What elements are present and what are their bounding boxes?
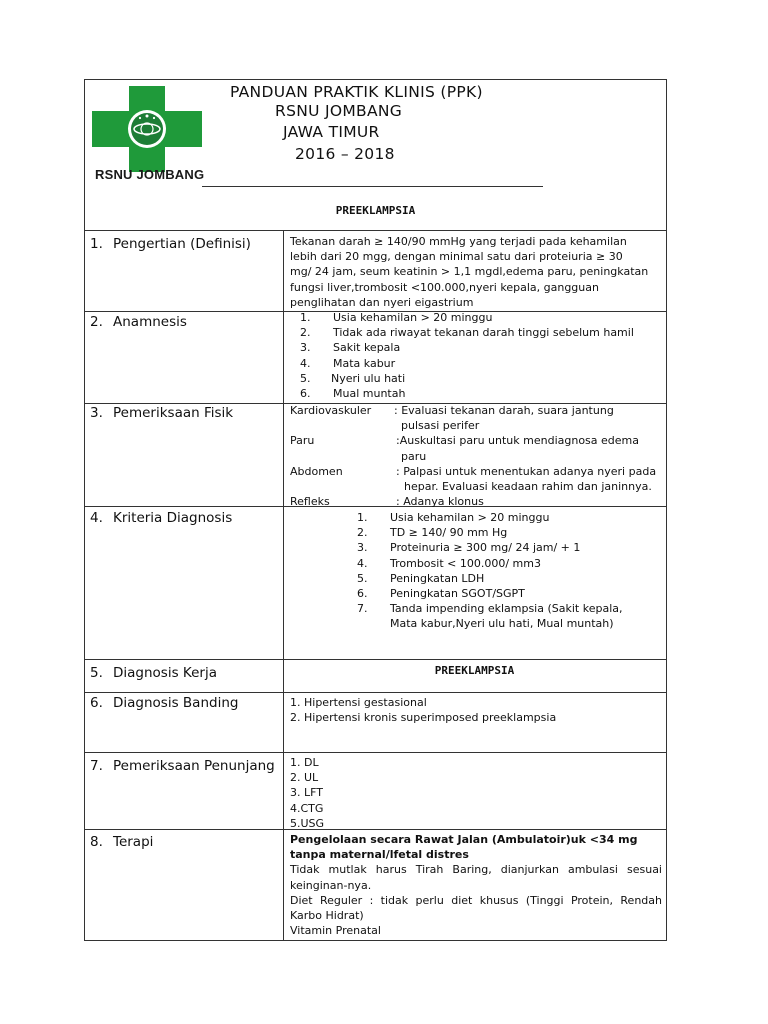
divider (85, 692, 666, 693)
pemeriksaan-fisik-list (290, 403, 662, 509)
header-title-line-4: 2016 – 2018 (295, 145, 395, 163)
pengertian-text: Tekanan darah ≥ 140/90 mmHg yang terjadi pada kehamilan lebih dari 20 mgg, dengan minimal satu dari proteiuria ≥ 30 mg/ 24 jam, seum keatinin > 1,1 mgdl,edema paru, peningkatan fungsi liver,trombosit <100.000,nyeri kepala, gangguan penglihatan dan nyeri eigastrium (290, 235, 649, 309)
list-item: 2. Tidak ada riwayat tekanan darah tinggi sebelum hamil (300, 326, 634, 340)
list-item: 5.USG (290, 816, 325, 830)
section-title: PREEKLAMPSIA (335, 204, 416, 217)
list-item: 4.CTG (290, 801, 324, 815)
list-item: 3. Sakit kepala (300, 341, 401, 355)
diagnosis-kerja-value: PREEKLAMPSIA (434, 664, 515, 677)
divider (85, 752, 666, 753)
exam-row-paru: Paru :Auskultasi paru untuk mendiagnosa edema (290, 434, 639, 448)
row-label-kriteria-diagnosis: 4. Kriteria Diagnosis (90, 510, 233, 526)
divider (85, 659, 666, 660)
row-label-diagnosis-kerja: 5. Diagnosis Kerja (90, 665, 217, 681)
logo-text: RSNU JOMBANG (95, 167, 205, 182)
exam-row-continuation: hepar. Evaluasi keadaan rahim dan janinnya. (404, 480, 652, 494)
list-item: 3. LFT (290, 786, 323, 800)
list-item: 1. Usia kehamilan > 20 minggu (300, 311, 493, 324)
exam-row-continuation: paru (401, 449, 427, 463)
list-item: 1. Usia kehamilan > 20 minggu (357, 511, 550, 524)
divider (85, 230, 666, 231)
exam-row-refleks: Refleks : Adanya klonus (290, 495, 484, 509)
list-item: 6. Mual muntah (300, 387, 406, 401)
terapi-paragraph: Tidak mutlak harus Tirah Baring, dianjurkan ambulasi sesuai keinginan-nya. (290, 863, 662, 892)
list-item: 1. DL (290, 756, 319, 769)
header-title-line-3: JAWA TIMUR (283, 123, 380, 141)
row-label-terapi: 8. Terapi (90, 834, 154, 850)
exam-row-kardiovaskuler: Kardiovaskuler : Evaluasi tekanan darah, suara jantung (290, 404, 614, 417)
header-underline (202, 186, 543, 187)
row-label-diagnosis-banding: 6. Diagnosis Banding (90, 695, 239, 711)
row-label-pemeriksaan-penunjang: 7. Pemeriksaan Penunjang (90, 758, 275, 774)
list-item: Mata kabur,Nyeri ulu hati, Mual muntah) (390, 617, 614, 631)
terapi-text (290, 832, 662, 938)
terapi-paragraph: Diet Reguler : tidak perlu diet khusus (Tinggi Protein, Rendah Karbo Hidrat) (290, 893, 662, 923)
ppk-form (84, 79, 667, 941)
terapi-heading-line-1: Pengelolaan secara Rawat Jalan (Ambulatoir)uk <34 mg (290, 833, 638, 846)
list-item: 2. UL (290, 771, 319, 785)
list-item: 5. Nyeri ulu hati (300, 371, 406, 385)
list-item: 4. Trombosit < 100.000/ mm3 (357, 556, 541, 570)
list-item: 1. Hipertensi gestasional (290, 696, 427, 709)
exam-row-continuation: pulsasi perifer (401, 419, 480, 433)
list-item: 7. Tanda impending eklampsia (Sakit kepala, (357, 602, 623, 616)
green-cross-icon (92, 86, 202, 172)
row-label-anamnesis: 2. Anamnesis (90, 314, 187, 330)
list-item: 2. Hipertensi kronis superimposed preeklampsia (290, 711, 557, 725)
list-item: 2. TD ≥ 140/ 90 mm Hg (357, 526, 508, 540)
diagnosis-banding-list (290, 695, 662, 725)
terapi-paragraph: Vitamin Prenatal (290, 924, 381, 938)
list-item: 6. Peningkatan SGOT/SGPT (357, 587, 525, 601)
list-item: 4. Mata kabur (300, 356, 396, 370)
exam-row-abdomen: Abdomen : Palpasi untuk menentukan adanya nyeri pada (290, 464, 657, 478)
row-label-pengertian: 1. Pengertian (Definisi) (90, 236, 251, 252)
terapi-heading-line-2: tanpa maternal/lfetal distres (290, 848, 469, 862)
kriteria-list (357, 510, 667, 632)
pemeriksaan-penunjang-list (290, 755, 662, 831)
anamnesis-list (300, 310, 672, 401)
list-item: 3. Proteinuria ≥ 300 mg/ 24 jam/ + 1 (357, 541, 581, 555)
header-title-line-1: PANDUAN PRAKTIK KLINIS (PPK) (230, 83, 483, 101)
column-divider (283, 230, 284, 940)
row-label-pemeriksaan-fisik: 3. Pemeriksaan Fisik (90, 405, 234, 421)
list-item: 5. Peningkatan LDH (357, 571, 485, 585)
header-title-line-2: RSNU JOMBANG (275, 102, 403, 120)
